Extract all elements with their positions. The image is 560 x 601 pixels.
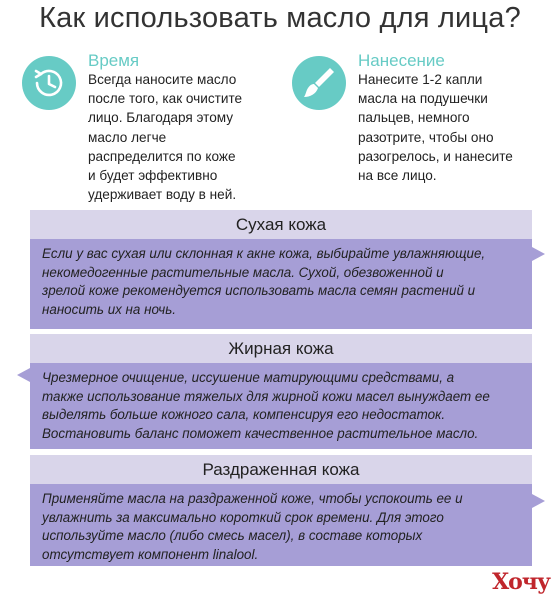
tip-line: распределится по коже — [88, 148, 236, 164]
tip-line: Всегда наносите масло — [88, 72, 237, 87]
section-body — [30, 484, 532, 566]
pointer-arrow-icon — [532, 247, 545, 261]
section-line: Востановить баланс поможет качественное растительное масло. — [42, 425, 479, 441]
section-line: Применяйте масла на раздраженной коже, чтобы успокоить ее и — [42, 491, 463, 506]
brand-logo: Хочу — [492, 569, 550, 595]
tip-line: разогрелось, и нанесите — [358, 148, 513, 164]
section-body — [30, 363, 532, 449]
section-line: некомедогенные растительные масла. Сухой, обезвоженной и — [42, 264, 444, 280]
tip-line: на все лицо. — [358, 168, 437, 184]
section-line: зрелой коже рекомендуется использовать масла семян растений и — [42, 283, 476, 298]
tip-line: и будет эффективно — [88, 168, 218, 184]
section-line: отсутствует компонент linalool. — [42, 546, 259, 562]
section-line: также использование тяжелых для жирной кожи масел вынуждает ее — [42, 388, 490, 404]
pointer-arrow-icon — [532, 494, 545, 508]
brush-icon — [292, 56, 346, 110]
page-title: Как использовать масло для лица? — [39, 2, 521, 34]
tip-line: масла на подушечки — [358, 91, 488, 107]
section-line: наносить их на ночь. — [42, 301, 176, 317]
tip-application-heading: Нанесение — [358, 51, 445, 70]
tip-line: Нанесите 1-2 капли — [358, 72, 483, 87]
tip-line: лицо. Благодаря этому — [88, 110, 234, 126]
section-line: увлажнить за максимально короткий срок времени. Для этого — [42, 509, 444, 525]
section-body — [30, 239, 532, 329]
tip-time-heading: Время — [88, 51, 140, 70]
section-heading: Жирная кожа — [30, 334, 532, 363]
tip-line: удерживает воду в ней. — [88, 187, 237, 203]
section-line: используйте масло (либо смесь масел), в составе которых — [42, 528, 423, 543]
section-line: выделять больше кожного сала, компенсируя его недостаток. — [42, 407, 446, 422]
section-heading: Раздраженная кожа — [30, 455, 532, 484]
pointer-arrow-icon — [17, 368, 30, 382]
tip-line: разотрите, чтобы оно — [358, 129, 494, 145]
tip-line: пальцев, немного — [358, 110, 470, 126]
clock-icon — [22, 56, 76, 110]
tip-line: масло легче — [88, 129, 167, 145]
tip-application-text — [358, 70, 554, 185]
section-line: Чрезмерное очищение, иссушение матирующими средствами, а — [42, 370, 455, 385]
tip-line: после того, как очистите — [88, 91, 243, 107]
section-line: Если у вас сухая или склонная к акне кожа, выбирайте увлажняющие, — [42, 246, 486, 261]
section-heading: Сухая кожа — [30, 210, 532, 239]
tip-time-text — [88, 70, 284, 204]
